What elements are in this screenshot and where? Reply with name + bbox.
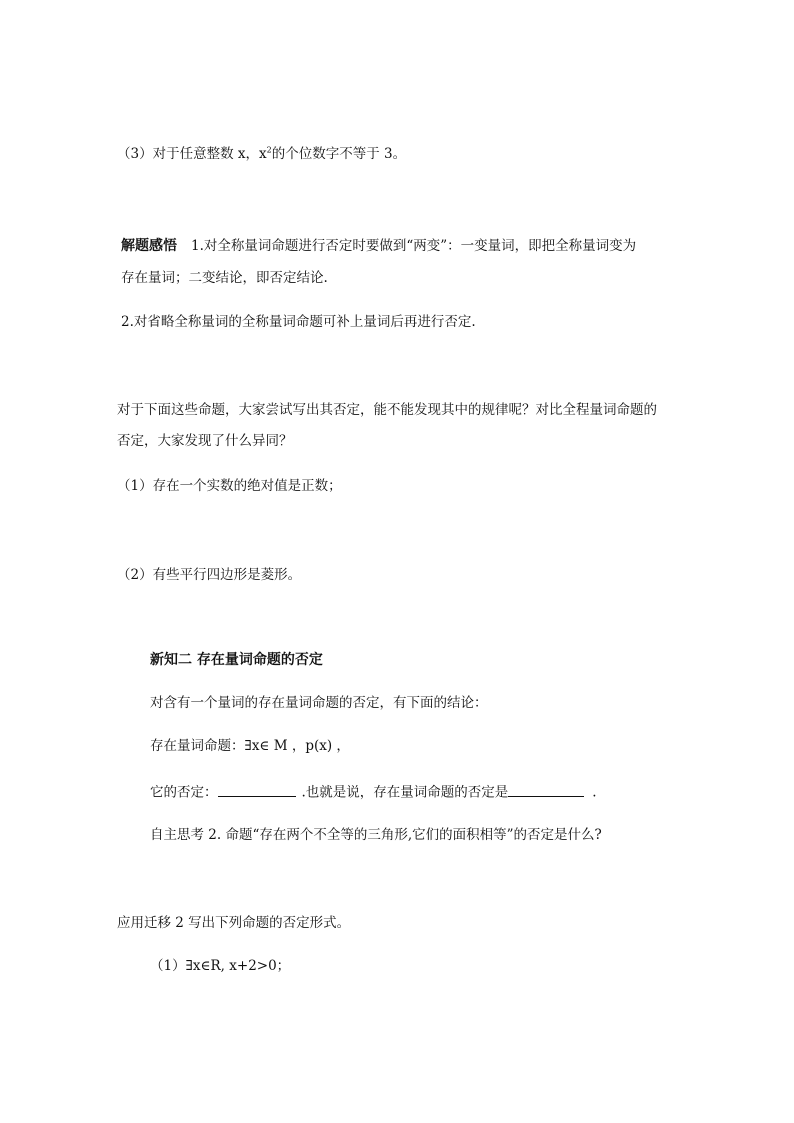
existential-proposition <box>150 738 350 754</box>
section-2-title: 新知二 存在量词命题的否定 <box>150 652 323 668</box>
insight-line-2: 存在量词；二变结论，即否定结论. <box>121 270 328 286</box>
insight-label: 解题感悟 <box>121 238 177 254</box>
insight-line-1 <box>121 238 636 255</box>
item-3-statement <box>117 146 406 162</box>
section-2-intro: 对含有一个量词的存在量词命题的否定，有下面的结论： <box>150 695 488 711</box>
question-item-2: （2）有些平行四边形是菱形。 <box>117 567 302 583</box>
insight-text-1: 1.对全称量词命题进行否定时要做到“两变”：一变量词，即把全称量词变为 <box>191 238 637 254</box>
question-line-1: 对于下面这些命题，大家尝试写出其否定，能不能发现其中的规律呢？对比全程量词命题的 <box>117 402 657 418</box>
item-3-text-b: 的个位数字不等于 3。 <box>271 146 407 162</box>
self-think-2: 自主思考 2. 命题“存在两个不全等的三角形,它们的面积相等”的否定是什么? <box>150 827 602 843</box>
practice-item-1: （1）∃x∈R, x+2>0； <box>150 958 291 974</box>
proposition-label: 存在量词命题： <box>150 738 245 754</box>
practice-2-title: 应用迁移 2 写出下列命题的否定形式。 <box>117 915 351 931</box>
negation-label: 它的否定： <box>150 784 218 801</box>
negation-blank-2[interactable] <box>508 782 584 797</box>
proposition-formula: ∃x∈ M ，p(x) ， <box>244 738 350 754</box>
negation-middle-text: .也就是说，存在量词命题的否定是 <box>301 784 509 801</box>
negation-end: . <box>592 784 597 801</box>
negation-line <box>150 782 597 801</box>
item-3-label: （3） <box>117 146 153 162</box>
item-3-superscript: 2 <box>266 145 272 155</box>
item-3-text-a: 对于任意整数 x，x <box>152 146 267 162</box>
question-line-2: 否定，大家发现了什么异同？ <box>117 433 293 449</box>
question-item-1: （1）存在一个实数的绝对值是正数； <box>117 478 342 494</box>
negation-blank-1[interactable] <box>218 782 296 797</box>
insight-line-3: 2.对省略全称量词的全称量词命题可补上量词后再进行否定. <box>121 314 476 330</box>
